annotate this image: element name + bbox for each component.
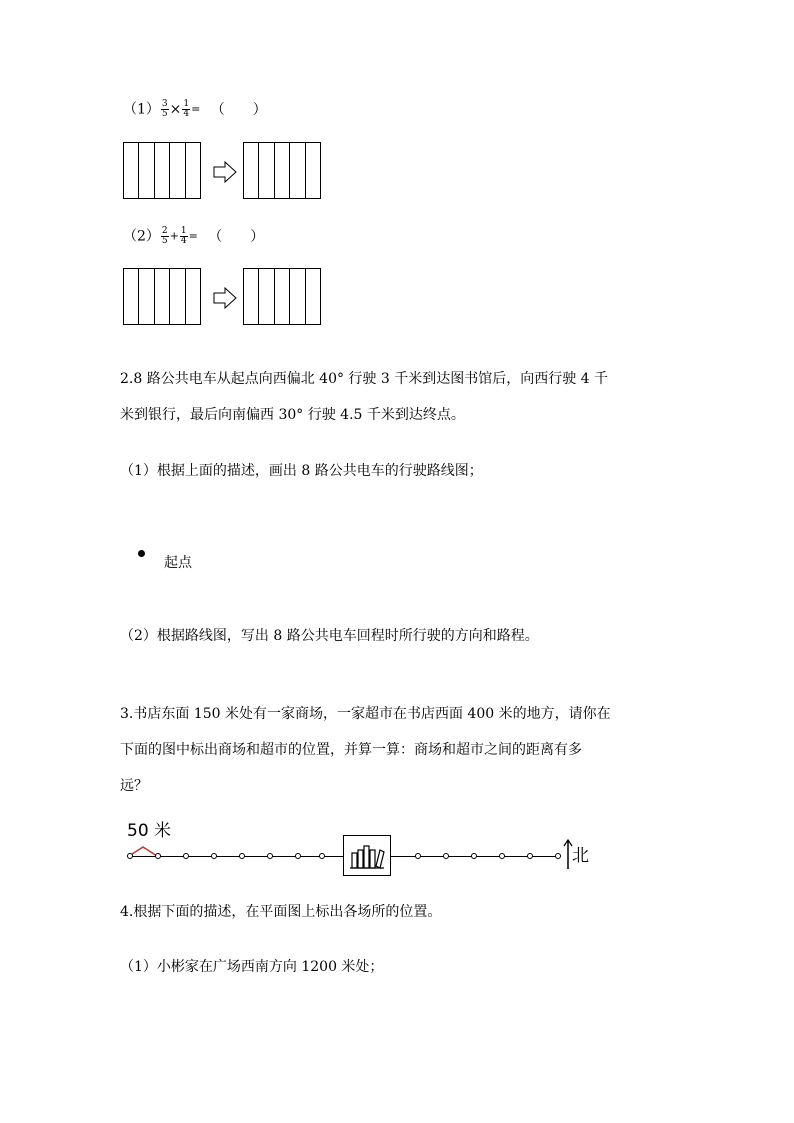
answer-blank[interactable]: （ ） <box>210 101 267 118</box>
fraction-3-5 <box>161 100 169 119</box>
number-line-west <box>130 856 343 857</box>
bookstore-icon <box>344 836 390 875</box>
q3-text-line3: 远？ <box>120 778 148 794</box>
q2-text-line1: 2.8 路公共电车从起点向西偏北 40° 行驶 3 千米到达图书馆后，向西行驶 4 千 <box>120 371 609 387</box>
start-point-dot <box>138 550 145 557</box>
q1-item2-expression <box>123 227 264 246</box>
fraction-1-4 <box>180 227 188 246</box>
q3-text-line1: 3.书店东面 150 米处有一家商场，一家超市在书店西面 400 米的地方，请你在 <box>120 706 611 722</box>
fraction-diagram-right[interactable] <box>243 268 321 325</box>
q1-item2-label: （2） <box>123 228 160 245</box>
fraction-numerator: 3 <box>161 99 168 109</box>
q3-text-line2: 下面的图中标出商场和超市的位置，并算一算：商场和超市之间的距离有多 <box>120 742 582 758</box>
fraction-denominator: 5 <box>161 109 168 119</box>
scale-label: 50 米 <box>127 821 172 841</box>
fraction-diagram-left <box>123 268 201 325</box>
q2-sub2: （2）根据路线图，写出 8 路公共电车回程时所行驶的方向和路程。 <box>120 628 539 644</box>
right-arrow-icon <box>213 161 237 183</box>
q2-sub1: （1）根据上面的描述，画出 8 路公共电车的行驶路线图； <box>120 463 483 479</box>
right-arrow-icon <box>213 287 237 309</box>
q1-item1-label: （1） <box>123 101 160 118</box>
answer-blank[interactable]: （ ） <box>208 228 265 245</box>
equals-sign: = <box>191 102 201 116</box>
fraction-numerator: 2 <box>161 226 168 236</box>
fraction-numerator: 1 <box>183 99 190 109</box>
number-line-east <box>391 856 559 857</box>
start-point-label: 起点 <box>164 555 192 571</box>
fraction-denominator: 5 <box>161 236 168 246</box>
q4-text-line1: 4.根据下面的描述，在平面图上标出各场所的位置。 <box>120 904 442 920</box>
fraction-numerator: 1 <box>180 226 187 236</box>
operator: × <box>169 101 182 118</box>
fraction-diagram-left <box>123 142 201 199</box>
equals-sign: = <box>188 229 198 243</box>
north-label: 北 <box>572 846 589 866</box>
q4-sub1: （1）小彬家在广场西南方向 1200 米处； <box>120 959 384 975</box>
fraction-denominator: 4 <box>180 236 187 246</box>
fraction-denominator: 4 <box>183 109 190 119</box>
fraction-2-5 <box>161 227 169 246</box>
fraction-diagram-right[interactable] <box>243 142 321 199</box>
q1-item1-expression <box>123 100 267 119</box>
operator: + <box>169 229 179 243</box>
bookstore-box <box>343 835 391 876</box>
q2-text-line2: 米到银行，最后向南偏西 30° 行驶 4.5 千米到达终点。 <box>120 407 465 423</box>
fraction-1-4 <box>182 100 190 119</box>
